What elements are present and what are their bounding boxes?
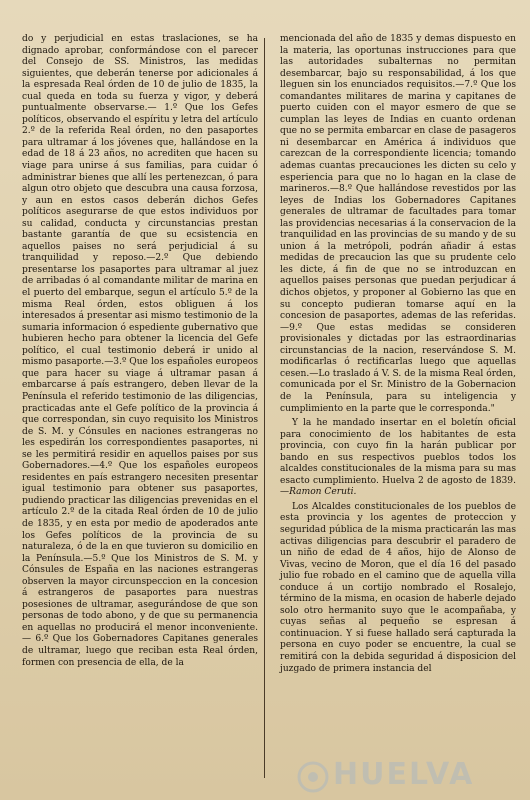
paragraph-notice: Los Alcaldes constitucionales de los pueblos de esta provincia y los agentes de proteccion y seguridad pública de la misma practicarán las mas activas diligencias para descubrir el paradero de un niño de edad de 4 años, hijo de Alonso de Vivas, vecino de Moron, que el día 16 del pasado julio fue robado en el camino que de aquella villa conduce á un cortijo nombrado el Rosalejo, término de la misma, en ocasion de haberle dejado solo otro hermanito suyo que le acompañaba, y cuyas señas al pequeño se espresan á continuacion. Y si fuese hallado será capturada la persona en cuyo poder se encuentre, la cual se remitirá con la debida seguridad á disposicion del juzgado de primera instancia del xyxy=(280,501,516,674)
column-divider xyxy=(264,38,265,778)
signature: Ramon Ceruti. xyxy=(289,487,357,498)
paragraph: mencionada del año de 1835 y demas dispuesto en la materia, las oportunas instrucciones para que las autoridades subalternas no permitan desembarcar, bajo su responsabilidad, á los que lleguen sin los enunciados requisitos.—7.º Que los comandantes militares de marina y capitanes de puerto cuiden con el mayor esmero de que se cumplan las leyes de Indias en cuanto ordenan que no se permita embarcar en clase de pasageros ni desembarcar en América á individuos que carezcan de la correspondiente licencia; tomando ademas cuantas precauciones les dicten su celo y esperiencia para que no lo hagan en la clase de marineros.—8.º Que hallándose revestidos por las leyes de Indias los Gobernadores Capitanes generales de ultramar de facultades para tomar las providencias necesarias á la conservacion de la tranquilidad en las provincias de su mando y de su union á la metrópoli, podrán añadir á estas medidas de precaucion las que su prudente celo les dicte, á fin de que no se introduzcan en aquellos paises personas que puedan perjudicar á dichos objetos, y proponer al Gobierno las que en su concepto pudieran tomarse aquí en la concesion de pasaportes, ademas de las referidas.—9.º Que estas medidas se consideren provisionales y dictadas por las estraordinarias circunstancias de la nacion, reservándose S. M. modificarlas ó rectificarlas luego que aquellas cesen.—Lo traslado á V. S. de la misma Real órden, comunicada por el Sr. Ministro de la Gobernacion de la Península, para su inteligencia y cumplimiento en la parte que le corresponda." xyxy=(280,34,516,414)
paragraph-text: Y la he mandado insertar en el boletín oficial para conocimiento de los habitantes de esta provincia, con cuyo fin la harán publicar por bando en sus respectivos pueblos todos los alcaldes constitucionales de la misma para su mas esacto cumplimiento. Huelva 2 de agosto de 1839.— xyxy=(280,418,516,498)
text-column-left xyxy=(22,34,258,669)
watermark-text: HUELVA xyxy=(333,757,475,792)
watermark xyxy=(285,757,474,792)
text-column-right xyxy=(280,34,516,675)
paragraph-insertion-order xyxy=(280,418,516,499)
paragraph: do y perjudicial en estas traslaciones, se ha dignado aprobar, conformándose con el parecer del Consejo de SS. Ministros, las medidas siguientes, que deberán tenerse por adicionales á la espresada Real órden de 10 de julio de 1835, la cual queda en toda su fuerza y vigor, y deberá puntualmente observarse.— 1.º Que los Gefes políticos, observando el espíritu y letra del artículo 2.º de la referida Real órden, no den pasaportes para ultramar á los jóvenes que, hallándose en la edad de 18 á 23 años, no acrediten que hacen su viage para unirse á sus familias, para cuidar ó administrar bienes que allí les pertenezcan, ó para algun otro objeto que descubra una causa forzosa, y aun en estos casos deberán dichos Gefes políticos asegurarse de que estos individuos por su calidad, conducta y circunstancias prestan bastante garantía de que su ecsistencia en aquellos paises no será perjudicial á su tranquilidad y reposo.—2.º Que debiendo presentarse los pasaportes para ultramar al juez de arribadas ó al comandante militar de marina en el puerto del embarque, segun el artículo 5.º de la misma Real órden, estos obliguen á los interesados á presentar asi mismo testimonio de la sumaria informacion ó espediente gubernativo que hubieren hecho para obtener la licencia del Gefe político, el cual testimonio deberá ir unido al mismo pasaporte.—3.º Que los españoles europeos que para hacer su viage á ultramar pasan á embarcarse á país estrangero, deben llevar de la Península el referido testimonio de las diligencias, practicadas ante el Gefe político de la provincia á que correspondan, sin cuyo requisito los Ministros de S. M. y Cónsules en naciones estrangeras no les espedirán los correspondientes pasaportes, ni se les permitirá residir en aquellos paises por sus Gobernadores.—4.º Que los españoles europeos residentes en país estrangero necesiten presentar igual testimonio para obtener sus pasaportes, pudiendo practicar las diligencias prevenidas en el artículo 2.º de la citada Real órden de 10 de julio de 1835, y en esta por medio de apoderados ante los Gefes políticos de la provincia de su naturaleza, ó de la en que tuvieron su domicilio en la Península.—5.º Que los Ministros de S. M. y Cónsules de España en las naciones estrangeras observen la mayor circunspeccion en la concesion á estrangeros de pasaportes para nuestras posesiones de ultramar, asegurándose de que son personas de todo abono, y de que su permanencia en aquellas no producirá el menor inconveniente.— 6.º Que los Gobernadores Capitanes generales de ultramar, luego que reciban esta Real órden, formen con presencia de ella, de la xyxy=(22,34,258,668)
